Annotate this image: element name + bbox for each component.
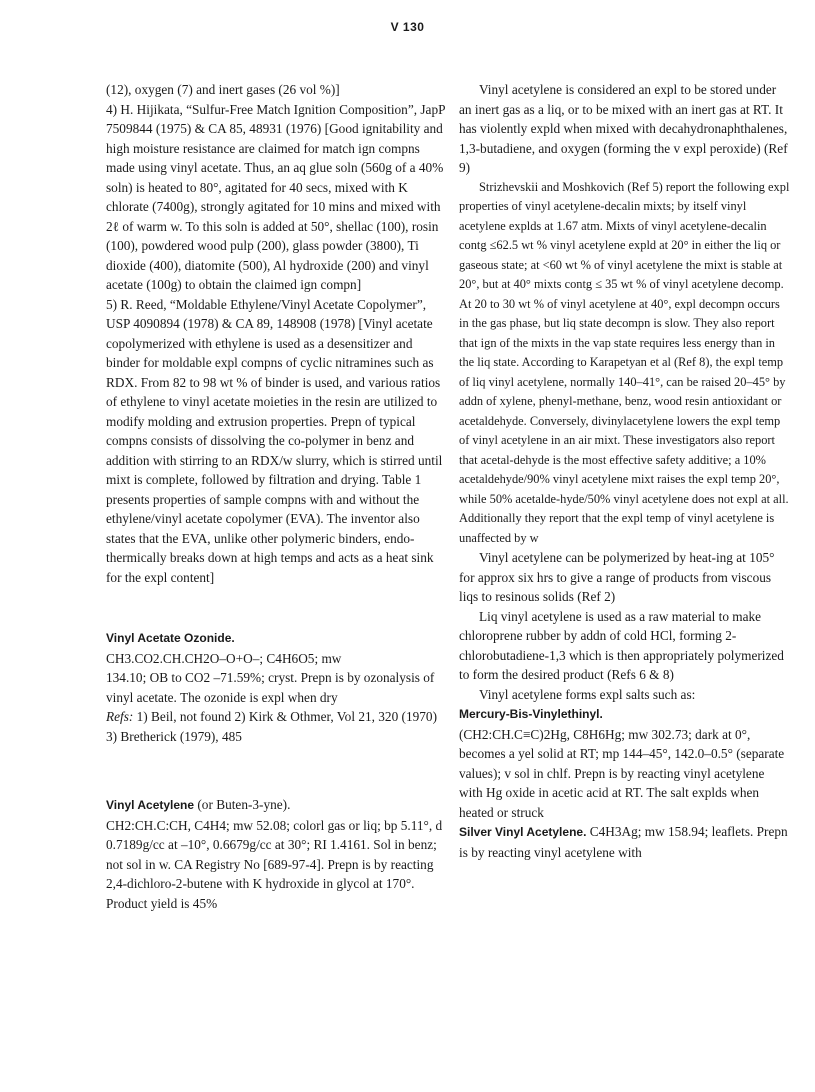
vinyl-acetylene-title: Vinyl Acetylene <box>106 798 195 812</box>
reference-4: 4) H. Hijikata, “Sulfur-Free Match Ignition Composition”, JapP 7509844 (1975) & CA 85, 48931 (1976) [Good ignitability and high moisture resistance are claimed for match ign compns made using vinyl acetate. Thus, an aq glue soln (560g of a 40% soln) is heated to 80°, agitated for 40 secs, mixed with K chlorate (7400g), strongly agitated for 10 mins and mixed with 2ℓ of warm w. To this soln is added at 50°, shellac (100), rosin (100), powdered wood pulp (200), glass powder (3800), Ti dioxide (400), diatomite (500), Al hydroxide (200) and vinyl acetate (100g) to obtain the claimed ign compn] <box>106 101 445 292</box>
refs-label: Refs: <box>106 709 134 724</box>
paragraph: Vinyl acetylene forms expl salts such as: <box>479 686 696 702</box>
refs-text: 1) Beil, not found 2) Kirk & Othmer, Vol 21, 320 (1970) 3) Bretherick (1979), 485 <box>106 709 438 744</box>
vinyl-acetylene-title-suffix: (or Buten-3-yne). <box>194 797 291 812</box>
reference-5: 5) R. Reed, “Moldable Ethylene/Vinyl Acetate Copolymer”, USP 4090894 (1978) & CA 89, 148908 (1978) [Vinyl acetate copolymerized with ethylene is used as a desensitizer and binder for moldable expl compns of cyclic nitramines such as RDX. From 82 to 98 wt % of binder is used, and various ratios of ethylene to vinyl acetate moieties in the resin are utilized to modify molding and extrusion properties. Prepn of typical compns consists of dissolving the co-polymer in benz and addition with stirring to an RDX/w slurry, which is stirred until mixt is complete, followed by filtration and drying. Table 1 presents properties of sample compns with and without the ethylene/vinyl acetate copolymer (EVA). The inventor also states that the EVA, unlike other polymeric binders, endo-thermically breaks down at high temps and acts as a heat sink for the expl content] <box>106 296 443 585</box>
paragraph: Vinyl acetylene is considered an expl to be stored under an inert gas as a liq, or to be mixed with an inert gas at RT. It has violently expld when mixed with decahydronaphthalenes, 1,3-butadiene, and oxygen (forming the v expl peroxide) (Ref 9) <box>459 82 788 175</box>
paragraph: (12), oxygen (7) and inert gases (26 vol %)] <box>106 82 340 97</box>
ozonide-body: 134.10; OB to CO2 –71.59%; cryst. Prepn is by ozonalysis of vinyl acetate. The ozonide is expl when dry <box>106 670 435 705</box>
mercury-heading <box>459 704 791 725</box>
silver-title: Silver Vinyl Acetylene. <box>459 825 587 839</box>
ozonide-formula: CH3.CO2.CH.CH2O–O+O–; C4H6O5; mw <box>106 650 342 666</box>
vinyl-acetylene-heading <box>106 795 446 816</box>
page-number: V 130 <box>390 20 425 34</box>
ozonide-refs <box>106 707 446 746</box>
silver-body: C4H3Ag; mw 158.94; leaflets. Prepn is by reacting vinyl acetylene with <box>459 824 788 860</box>
mercury-body: (CH2:CH.C≡C)2Hg, C8H6Hg; mw 302.73; dark at 0°, becomes a yel solid at RT; mp 144–45°, 142.0–0.5° (separate values); v sol in chlf. Prepn is by reacting vinyl acetylene with Hg oxide in acetic acid at RT. The salt explds when heated or struck <box>459 726 785 820</box>
mercury-title: Mercury-Bis-Vinylethinyl. <box>459 707 603 721</box>
ozonide-title: Vinyl Acetate Ozonide. <box>106 631 235 645</box>
ozonide-heading <box>106 628 446 649</box>
silver-entry <box>459 822 791 862</box>
paragraph: Vinyl acetylene can be polymerized by heat-ing at 105° for approx six hrs to give a range of products from viscous liqs to resinous solids (Ref 2) <box>459 550 775 604</box>
vinyl-acetylene-body: CH2:CH.C:CH, C4H4; mw 52.08; colorl gas or liq; bp 5.11°, d 0.7189g/cc at –10°, 0.6679g/cc at 30°; RI 1.4161. Sol in benz; not sol in w. CA Registry No [689-97-4]. Prepn is by reacting 2,4-dichloro-2-butene with K hydroxide in glycol at 170°. Product yield is 45% <box>106 817 443 911</box>
paragraph: Strizhevskii and Moshkovich (Ref 5) report the following expl properties of vinyl acetylene-decalin mixts; by itself vinyl acetylene explds at 1.67 atm. Mixts of vinyl acetylene-decalin contg ≤62.5 wt % vinyl acetylene expld at 20° in either the liq or gaseous state; at <60 wt % of vinyl acetylene the mixt is stable at 20°, but at 40° mixts contg ≤ 35 wt % of vinyl acetylene decomp. At 20 to 30 wt % of vinyl acetylene at 40°, expl decompn occurs in the gas phase, but liq state decompn is slow. They also report that ign of the mixts in the vap state requires less energy than in the liq state. According to Karapetyan et al (Ref 8), the expl temp of liq vinyl acetylene, normally 140–41°, can be raised 20–45° by addn of xylene, phenyl-methane, benz, wood resin antioxidant or acetaldehyde. Conversely, divinylacetylene lowers the expl temp of vinyl acetylene in an air mixt. These investigators also report that acetal-dehyde is the most effective safety additive; a 10% acetaldehyde/90% vinyl acetylene mixt raises the expl temp 20°, while 50% acetalde-hyde/50% vinyl acetylene does not expl at all. Additionally they report that the expl temp of vinyl acetylene is unaffected by w <box>459 179 790 545</box>
paragraph: Liq vinyl acetylene is used as a raw material to make chloroprene rubber by addn of cold HCl, forming 2-chlorobutadiene-1,3 which is then appropriately polymerized to form the desired product (Refs 6 & 8) <box>459 608 784 682</box>
right-column <box>459 80 791 862</box>
left-column <box>106 80 446 913</box>
